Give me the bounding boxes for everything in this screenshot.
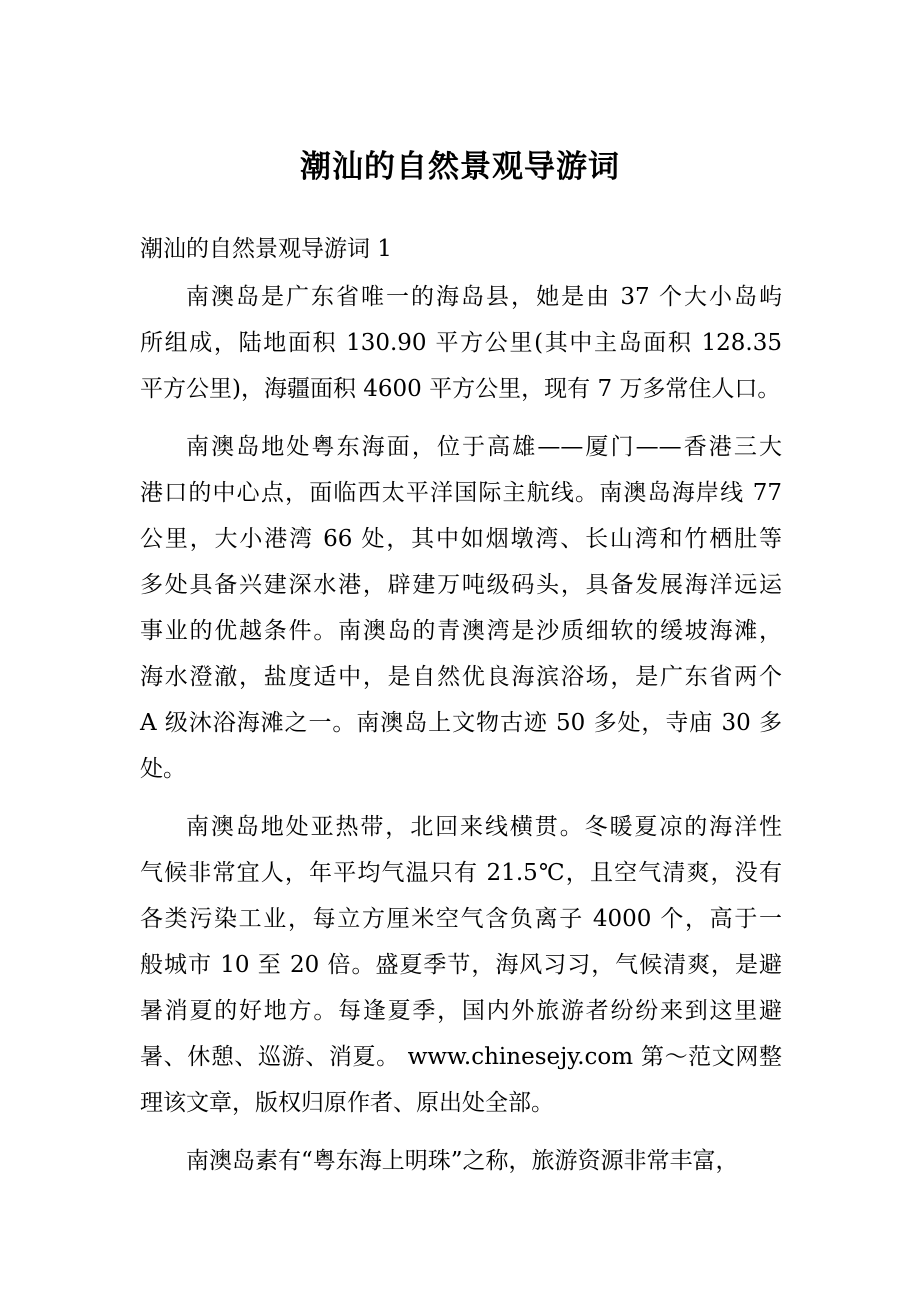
paragraph-line: 般城市 10 至 20 倍。盛夏季节，海风习习，气候清爽，是避 — [140, 952, 782, 978]
paragraph-line: 港口的中心点，面临西太平洋国际主航线。南澳岛海岸线 77 — [140, 480, 782, 506]
paragraph-line: 暑、休憩、巡游、消夏。 www.chinesejy.com 第～范文网整 — [140, 1044, 782, 1070]
section-subtitle: 潮汕的自然景观导游词 1 — [140, 236, 392, 262]
paragraph-line: 多处具备兴建深水港，辟建万吨级码头，具备发展海洋远运 — [140, 572, 782, 598]
paragraph-line: 处。 — [140, 756, 186, 782]
paragraph-line: 南澳岛地处亚热带，北回来线横贯。冬暖夏凉的海洋性 — [186, 814, 782, 840]
paragraph — [140, 274, 782, 412]
paragraph-line: 所组成，陆地面积 130.90 平方公里(其中主岛面积 128.35 — [140, 330, 782, 356]
document-body — [140, 274, 782, 1196]
paragraph-line: 气候非常宜人，年平均气温只有 21.5℃，且空气清爽，没有 — [140, 860, 782, 886]
paragraph-line: 理该文章，版权归原作者、原出处全部。 — [140, 1090, 554, 1116]
paragraph-line: 事业的优越条件。南澳岛的青澳湾是沙质细软的缓坡海滩， — [140, 618, 782, 644]
document-title: 潮汕的自然景观导游词 — [300, 149, 620, 185]
paragraph-line: 海水澄澈，盐度适中，是自然优良海滨浴场，是广东省两个 — [140, 664, 782, 690]
paragraph-line: 暑消夏的好地方。每逢夏季，国内外旅游者纷纷来到这里避 — [140, 998, 782, 1024]
paragraph-line: 各类污染工业，每立方厘米空气含负离子 4000 个，高于一 — [140, 906, 782, 932]
paragraph-line: 平方公里)，海疆面积 4600 平方公里，现有 7 万多常住人口。 — [140, 376, 781, 402]
paragraph — [140, 1138, 782, 1184]
paragraph-line: 南澳岛素有“粤东海上明珠”之称，旅游资源非常丰富， — [186, 1148, 739, 1174]
paragraph-line: 南澳岛是广东省唯一的海岛县，她是由 37 个大小岛屿 — [186, 284, 782, 310]
paragraph — [140, 804, 782, 1126]
paragraph — [140, 424, 782, 792]
paragraph-line: 公里，大小港湾 66 处，其中如烟墩湾、长山湾和竹栖肚等 — [140, 526, 782, 552]
paragraph-line: 南澳岛地处粤东海面，位于高雄——厦门——香港三大 — [186, 434, 782, 460]
paragraph-line: A 级沐浴海滩之一。南澳岛上文物古迹 50 多处，寺庙 30 多 — [140, 710, 782, 736]
